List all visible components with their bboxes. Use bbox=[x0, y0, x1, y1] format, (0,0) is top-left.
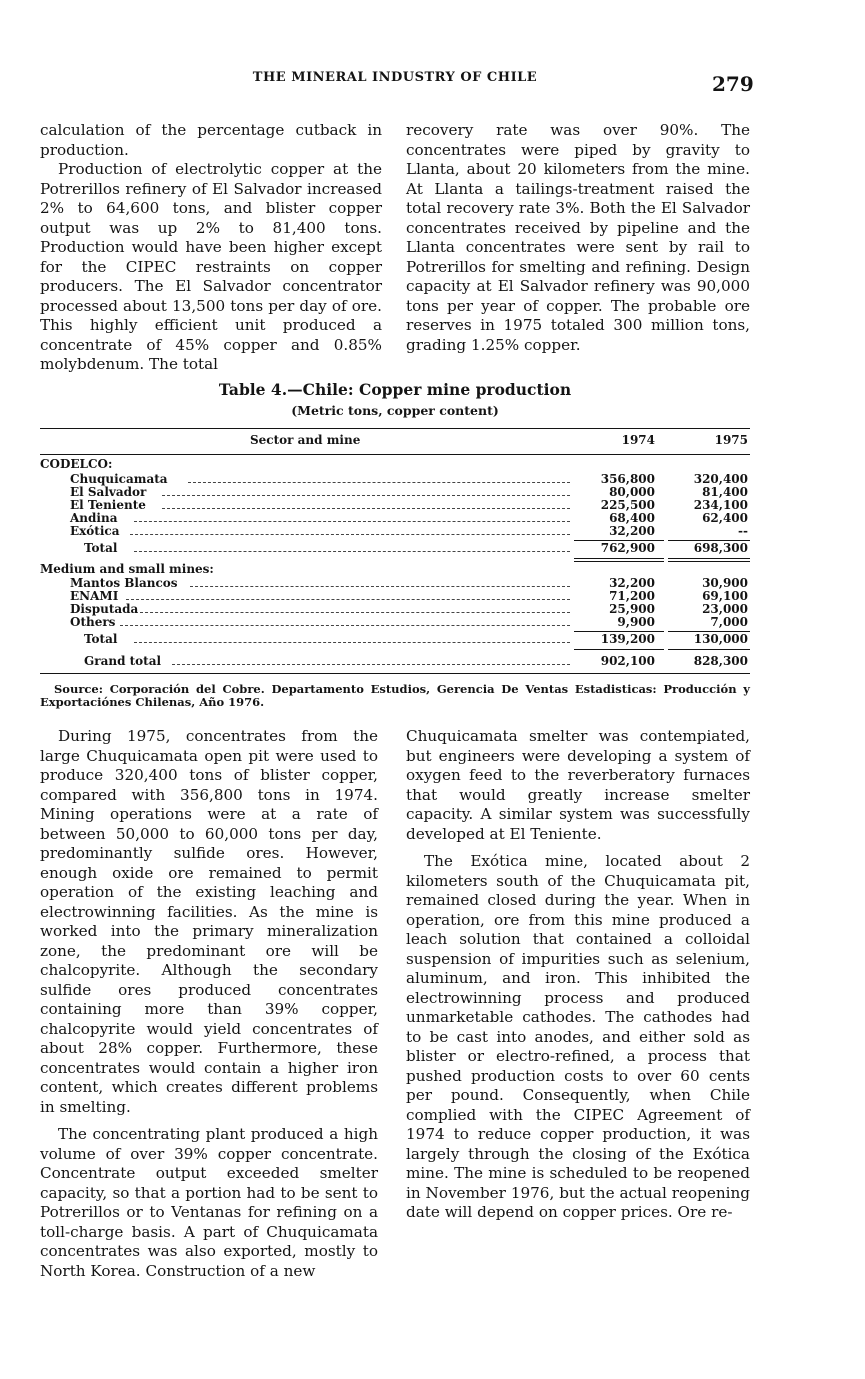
value-1974: 139,200 bbox=[600, 632, 655, 646]
table-row bbox=[40, 525, 750, 538]
col-header-sector: Sector and mine bbox=[250, 433, 361, 447]
value-1975: 69,100 bbox=[702, 589, 748, 603]
value-1974: 356,800 bbox=[600, 472, 655, 486]
bottom-left-column bbox=[40, 727, 378, 1281]
table-subtitle: (Metric tons, copper content) bbox=[291, 403, 499, 418]
col-header-1974: 1974 bbox=[621, 433, 655, 447]
table-source-note: Source: Corporación del Cobre. Departamento Estudios, Gerencia De Ventas Estadisticas: Producción y Exportaciónes Chilenas, Año 1976. bbox=[40, 682, 750, 709]
grand-total-rule bbox=[574, 649, 664, 650]
grand-total-rule bbox=[668, 649, 750, 650]
leader-dots bbox=[190, 586, 570, 587]
page-number: 279 bbox=[712, 72, 754, 96]
total-label: Total bbox=[84, 632, 118, 646]
bottom-right-column bbox=[406, 727, 750, 1223]
table-group-heading bbox=[40, 563, 750, 576]
leader-dots bbox=[126, 599, 570, 600]
mine-name: Andina bbox=[70, 511, 118, 525]
value-1974: 762,900 bbox=[600, 541, 655, 555]
mine-name: El Teniente bbox=[70, 498, 146, 512]
leader-dots bbox=[162, 495, 570, 496]
paragraph: recovery rate was over 90%. The concentrates were piped by gravity to Llanta, about 20 kilometers from the mine. At Llanta a tailings-treatment raised the total recovery rate 3%. Both the El Salvador concentrates received by pipeline and the Llanta concentrates were sent by rail to Potrerillos for smelting and refining. Design capacity at El Salvador refinery was 90,000 tons per year of copper. The probable ore reserves in 1975 totaled 300 million tons, grading 1.25% copper. bbox=[406, 121, 750, 354]
table-header-rule bbox=[40, 454, 750, 455]
group-label: Medium and small mines: bbox=[40, 562, 214, 576]
mine-name: Mantos Blancos bbox=[70, 576, 178, 590]
running-title: THE MINERAL INDUSTRY OF CHILE bbox=[252, 70, 538, 85]
value-1974: 25,900 bbox=[609, 602, 655, 616]
total-double-rule bbox=[668, 561, 750, 562]
value-1975: 130,000 bbox=[693, 632, 748, 646]
leader-dots bbox=[140, 612, 570, 613]
mine-name: ENAMI bbox=[70, 589, 119, 603]
group-label: CODELCO: bbox=[40, 457, 113, 471]
value-1974: 902,100 bbox=[600, 654, 655, 668]
paragraph: calculation of the percentage cutback in production. bbox=[40, 121, 382, 159]
leader-dots bbox=[134, 521, 570, 522]
total-double-rule bbox=[574, 561, 664, 562]
value-1974: 9,900 bbox=[617, 615, 655, 629]
leader-dots bbox=[162, 508, 570, 509]
mine-name: Exótica bbox=[70, 524, 120, 538]
mine-name: Others bbox=[70, 615, 116, 629]
leader-dots bbox=[130, 534, 570, 535]
value-1975: 62,400 bbox=[702, 511, 748, 525]
table-group-heading bbox=[40, 458, 750, 471]
top-left-column bbox=[40, 121, 382, 375]
table-header-row bbox=[40, 434, 750, 447]
leader-dots bbox=[134, 551, 570, 552]
grand-total-label: Grand total bbox=[84, 654, 162, 668]
mine-name: Chuquicamata bbox=[70, 472, 168, 486]
value-1975: 7,000 bbox=[710, 615, 748, 629]
col-header-1975: 1975 bbox=[714, 433, 748, 447]
value-1975: 23,000 bbox=[702, 602, 748, 616]
value-1974: 225,500 bbox=[600, 498, 655, 512]
value-1974: 68,400 bbox=[609, 511, 655, 525]
value-1975: 320,400 bbox=[693, 472, 748, 486]
paragraph: The Exótica mine, located about 2 kilometers south of the Chuquicamata pit, remained closed during the year. When in operation, ore from this mine produced a leach solution that contained a colloidal suspension of impurities such as selenium, aluminum, and iron. This inhibited the electrowinning process and produced unmarketable cathodes. The cathodes had to be cast into anodes, and either sold as blister or electro-refined, a process that pushed production costs to over 60 cents per pound. Consequently, when Chile complied with the CIPEC Agreement of 1974 to reduce copper production, it was largely through the closing of the Exótica mine. The mine is scheduled to be reopened in November 1976, but the actual reopening date will depend on copper prices. Ore re- bbox=[406, 852, 750, 1221]
leader-dots bbox=[120, 625, 570, 626]
table-grand-total-row bbox=[40, 655, 750, 668]
leader-dots bbox=[172, 664, 570, 665]
top-right-column bbox=[406, 121, 750, 355]
mine-name: El Salvador bbox=[70, 485, 147, 499]
mine-name: Disputada bbox=[70, 602, 139, 616]
table-top-rule bbox=[40, 428, 750, 429]
leader-dots bbox=[134, 642, 570, 643]
value-1975: 234,100 bbox=[693, 498, 748, 512]
value-1974: 32,200 bbox=[609, 524, 655, 538]
table-total-row bbox=[40, 542, 750, 555]
table-total-row bbox=[40, 633, 750, 646]
value-1975: 81,400 bbox=[702, 485, 748, 499]
value-1975: 828,300 bbox=[693, 654, 748, 668]
value-1974: 80,000 bbox=[609, 485, 655, 499]
leader-dots bbox=[188, 482, 570, 483]
value-1974: 71,200 bbox=[609, 589, 655, 603]
value-1974: 32,200 bbox=[609, 576, 655, 590]
value-1975: 698,300 bbox=[693, 541, 748, 555]
table-title: Table 4.—Chile: Copper mine production bbox=[218, 380, 572, 399]
paragraph: The concentrating plant produced a high volume of over 39% copper concentrate. Concentrate output exceeded smelter capacity, so that a portion had to be sent to Potrerillos or to Ventanas for refining on a toll-charge basis. A part of Chuquicamata concentrates was also exported, mostly to North Korea. Construction of a new bbox=[40, 1125, 378, 1280]
total-double-rule bbox=[574, 558, 664, 559]
paragraph: During 1975, concentrates from the large Chuquicamata open pit were used to produce 320,400 tons of blister copper, compared with 356,800 tons in 1974. Mining operations were at a rate of between 50,000 to 60,000 tons per day, predominantly sulfide ores. However, enough oxide ore remained to permit operation of the existing leaching and electrowinning facilities. As the mine is worked into the primary mineralization zone, the predominant ore will be chalcopyrite. Although the secondary sulfide ores produced concentrates containing more than 39% copper, chalcopyrite would yield concentrates of about 28% copper. Furthermore, these concentrates would contain a higher iron content, which creates different problems in smelting. bbox=[40, 727, 378, 1116]
value-1975: -- bbox=[738, 524, 748, 538]
paragraph: Chuquicamata smelter was contempiated, but engineers were developing a system of oxygen feed to the reverberatory furnaces that would greatly increase smelter capacity. A similar system was successfully developed at El Teniente. bbox=[406, 727, 750, 843]
table-row bbox=[40, 616, 750, 629]
total-double-rule bbox=[668, 558, 750, 559]
table-bottom-rule bbox=[40, 673, 750, 674]
total-label: Total bbox=[84, 541, 118, 555]
value-1975: 30,900 bbox=[702, 576, 748, 590]
paragraph: Production of electrolytic copper at the Potrerillos refinery of El Salvador increased 2% to 64,600 tons, and blister copper output was up 2% to 81,400 tons. Production would have been higher except for the CIPEC restraints on copper producers. The El Salvador concentrator processed about 13,500 tons per day of ore. This highly efficient unit produced a concentrate of 45% copper and 0.85% molybdenum. The total bbox=[40, 160, 382, 373]
